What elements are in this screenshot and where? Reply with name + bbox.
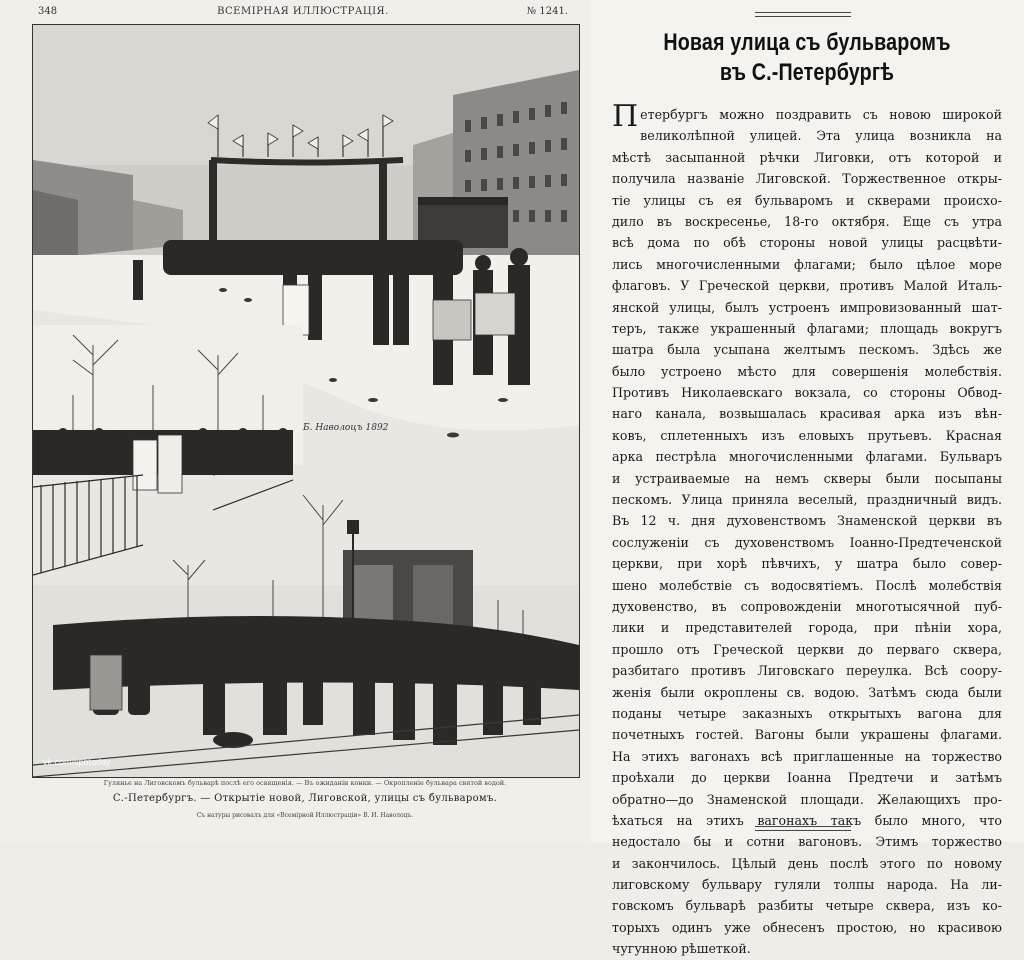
- dropcap: П: [612, 99, 639, 134]
- article-line: лиговскому бульвару гуляли толпы народа. На ли-: [612, 877, 1002, 893]
- article-line: получила названіе Лиговской. Торжественное откры-: [612, 171, 1002, 187]
- running-head: [38, 6, 568, 22]
- article-line: арка пестрѣла многочисленными флагами. Бульваръ: [612, 449, 1002, 465]
- headline-line-2: въ С.-Петербургѣ: [719, 59, 895, 86]
- article-line: дило въ воскресенье, 18-го октября. Еще съ утра: [612, 213, 1002, 229]
- article-line: проѣхали до церкви Іоанна Предтечи и затѣмъ: [612, 770, 1002, 786]
- article-line: чугунною рѣшеткой.: [612, 941, 751, 957]
- engraving-illustration: [32, 24, 580, 778]
- article-line: разбитаго противъ Лиговскаго переулка. Всѣ соору-: [612, 663, 1002, 679]
- article-line: тіе улицы съ ея бульваромъ и скверами происхо-: [612, 192, 1002, 208]
- article-line: поданы четыре заказныхъ открытыхъ вагона для: [612, 705, 1002, 721]
- watermark: vk.com/spbtoday: [43, 757, 111, 767]
- article-line: флаговъ. У Греческой церкви, противъ Малой Италь-: [612, 278, 1002, 294]
- article-line: янской улицы, былъ устроенъ импровизованный шат-: [612, 299, 1002, 315]
- article-line: великолѣпной улицей. Эта улица возникла на: [640, 128, 1002, 144]
- article-line: Въ 12 ч. дня духовенствомъ Знаменской церкви въ: [612, 513, 1002, 529]
- caption-main: С.-Петербургъ. — Открытіе новой, Лиговской, улицы съ бульваромъ.: [112, 793, 498, 804]
- article-line: мѣстѣ засыпанной рѣчки Лиговки, отъ которой и: [612, 149, 1002, 165]
- article-line: обратно—до Знаменской площади. Желающихъ про-: [612, 791, 1002, 807]
- article-line: шатра была усыпана желтымъ пескомъ. Здѣсь же: [612, 342, 1002, 358]
- article-line: и закончилось. Цѣлый день послѣ этого по новому: [612, 855, 1002, 871]
- article-line: почетныхъ гостей. Вагоны были украшены флагами.: [612, 727, 1002, 743]
- article-line: На этихъ вагонахъ всѣ приглашенные на торжество: [612, 748, 1002, 764]
- article-line: духовенство, въ сопровожденіи многотысячной пуб-: [612, 598, 1002, 614]
- article-line: теръ, также украшенный флагами; площадь вокругъ: [612, 320, 1002, 336]
- article-line: наго канала, возвышалась красивая арка изъ вѣн-: [612, 406, 1002, 422]
- running-title: ВСЕМІРНАЯ ИЛЛЮСТРАЦІЯ.: [217, 6, 389, 17]
- issue-number: № 1241.: [526, 6, 568, 17]
- article-line: недостало бы и сотни вагоновъ. Этимъ торжество: [612, 834, 1002, 850]
- article-line: лись многочисленными флагами; было цѣлое море: [612, 256, 1002, 272]
- article-line: ковъ, сплетенныхъ изъ еловыхъ прутьевъ. Красная: [612, 427, 1002, 443]
- caption-credit: Съ натуры рисовалъ для «Всемірной Иллюстраціи» В. И. Наволоцъ.: [196, 812, 414, 819]
- article-line: говскомъ бульварѣ разбиты четыре сквера, изъ ко-: [612, 898, 1002, 914]
- article-line: пескомъ. Улица приняла веселый, праздничный видъ.: [612, 492, 1002, 508]
- article-line: шено молебствіе съ водосвятіемъ. Послѣ молебствія: [612, 577, 1002, 593]
- caption-small: Гулянье на Лиговскомъ бульварѣ послѣ его освященія. — Въ ожиданіи конки. — Окропленіе бульвара святой водой.: [103, 779, 507, 787]
- article-line: торыхъ одинъ уже обнесенъ простою, но красивою: [612, 919, 1002, 935]
- engraving-scene: [33, 25, 579, 777]
- artist-signature: Б. Наволоцъ 1892: [303, 423, 389, 433]
- headline-line-1: Новая улица съ бульваромъ: [663, 29, 951, 56]
- article-line: лики и представителей города, при пѣніи хора,: [612, 620, 1002, 636]
- illustration-captions: [40, 778, 570, 822]
- article-line: прошло отъ Греческой церкви до перваго сквера,: [612, 641, 1002, 657]
- article-line: Противъ Николаевскаго вокзала, со стороны Обвод-: [612, 385, 1002, 401]
- article-line: церкви, при хорѣ пѣвчихъ, у шатра было совер-: [612, 556, 1002, 572]
- article-line: женія были окроплены св. водою. Затѣмъ сюда были: [612, 684, 1002, 700]
- right-page: [590, 0, 1024, 957]
- page-number: 348: [38, 6, 58, 17]
- article-body: [612, 99, 1002, 960]
- article-line: и устраиваемые на немъ скверы были посыпаны: [612, 470, 1002, 486]
- article-line: етербургъ можно поздравить съ новою широкой: [640, 107, 1002, 122]
- top-rule: [755, 12, 851, 17]
- bottom-rule: [755, 826, 851, 831]
- article-line: ѣхаться на этихъ вагонахъ такъ было много, что: [612, 812, 1002, 828]
- article-line: сослуженіи съ духовенствомъ Іоанно-Предтеченской: [612, 534, 1002, 550]
- article-headline: [637, 28, 976, 88]
- article-line: было устроено мѣсто для совершенія молебствія.: [612, 363, 1002, 379]
- article-line: всѣ дома по обѣ стороны новой улицы расцвѣти-: [612, 235, 1002, 251]
